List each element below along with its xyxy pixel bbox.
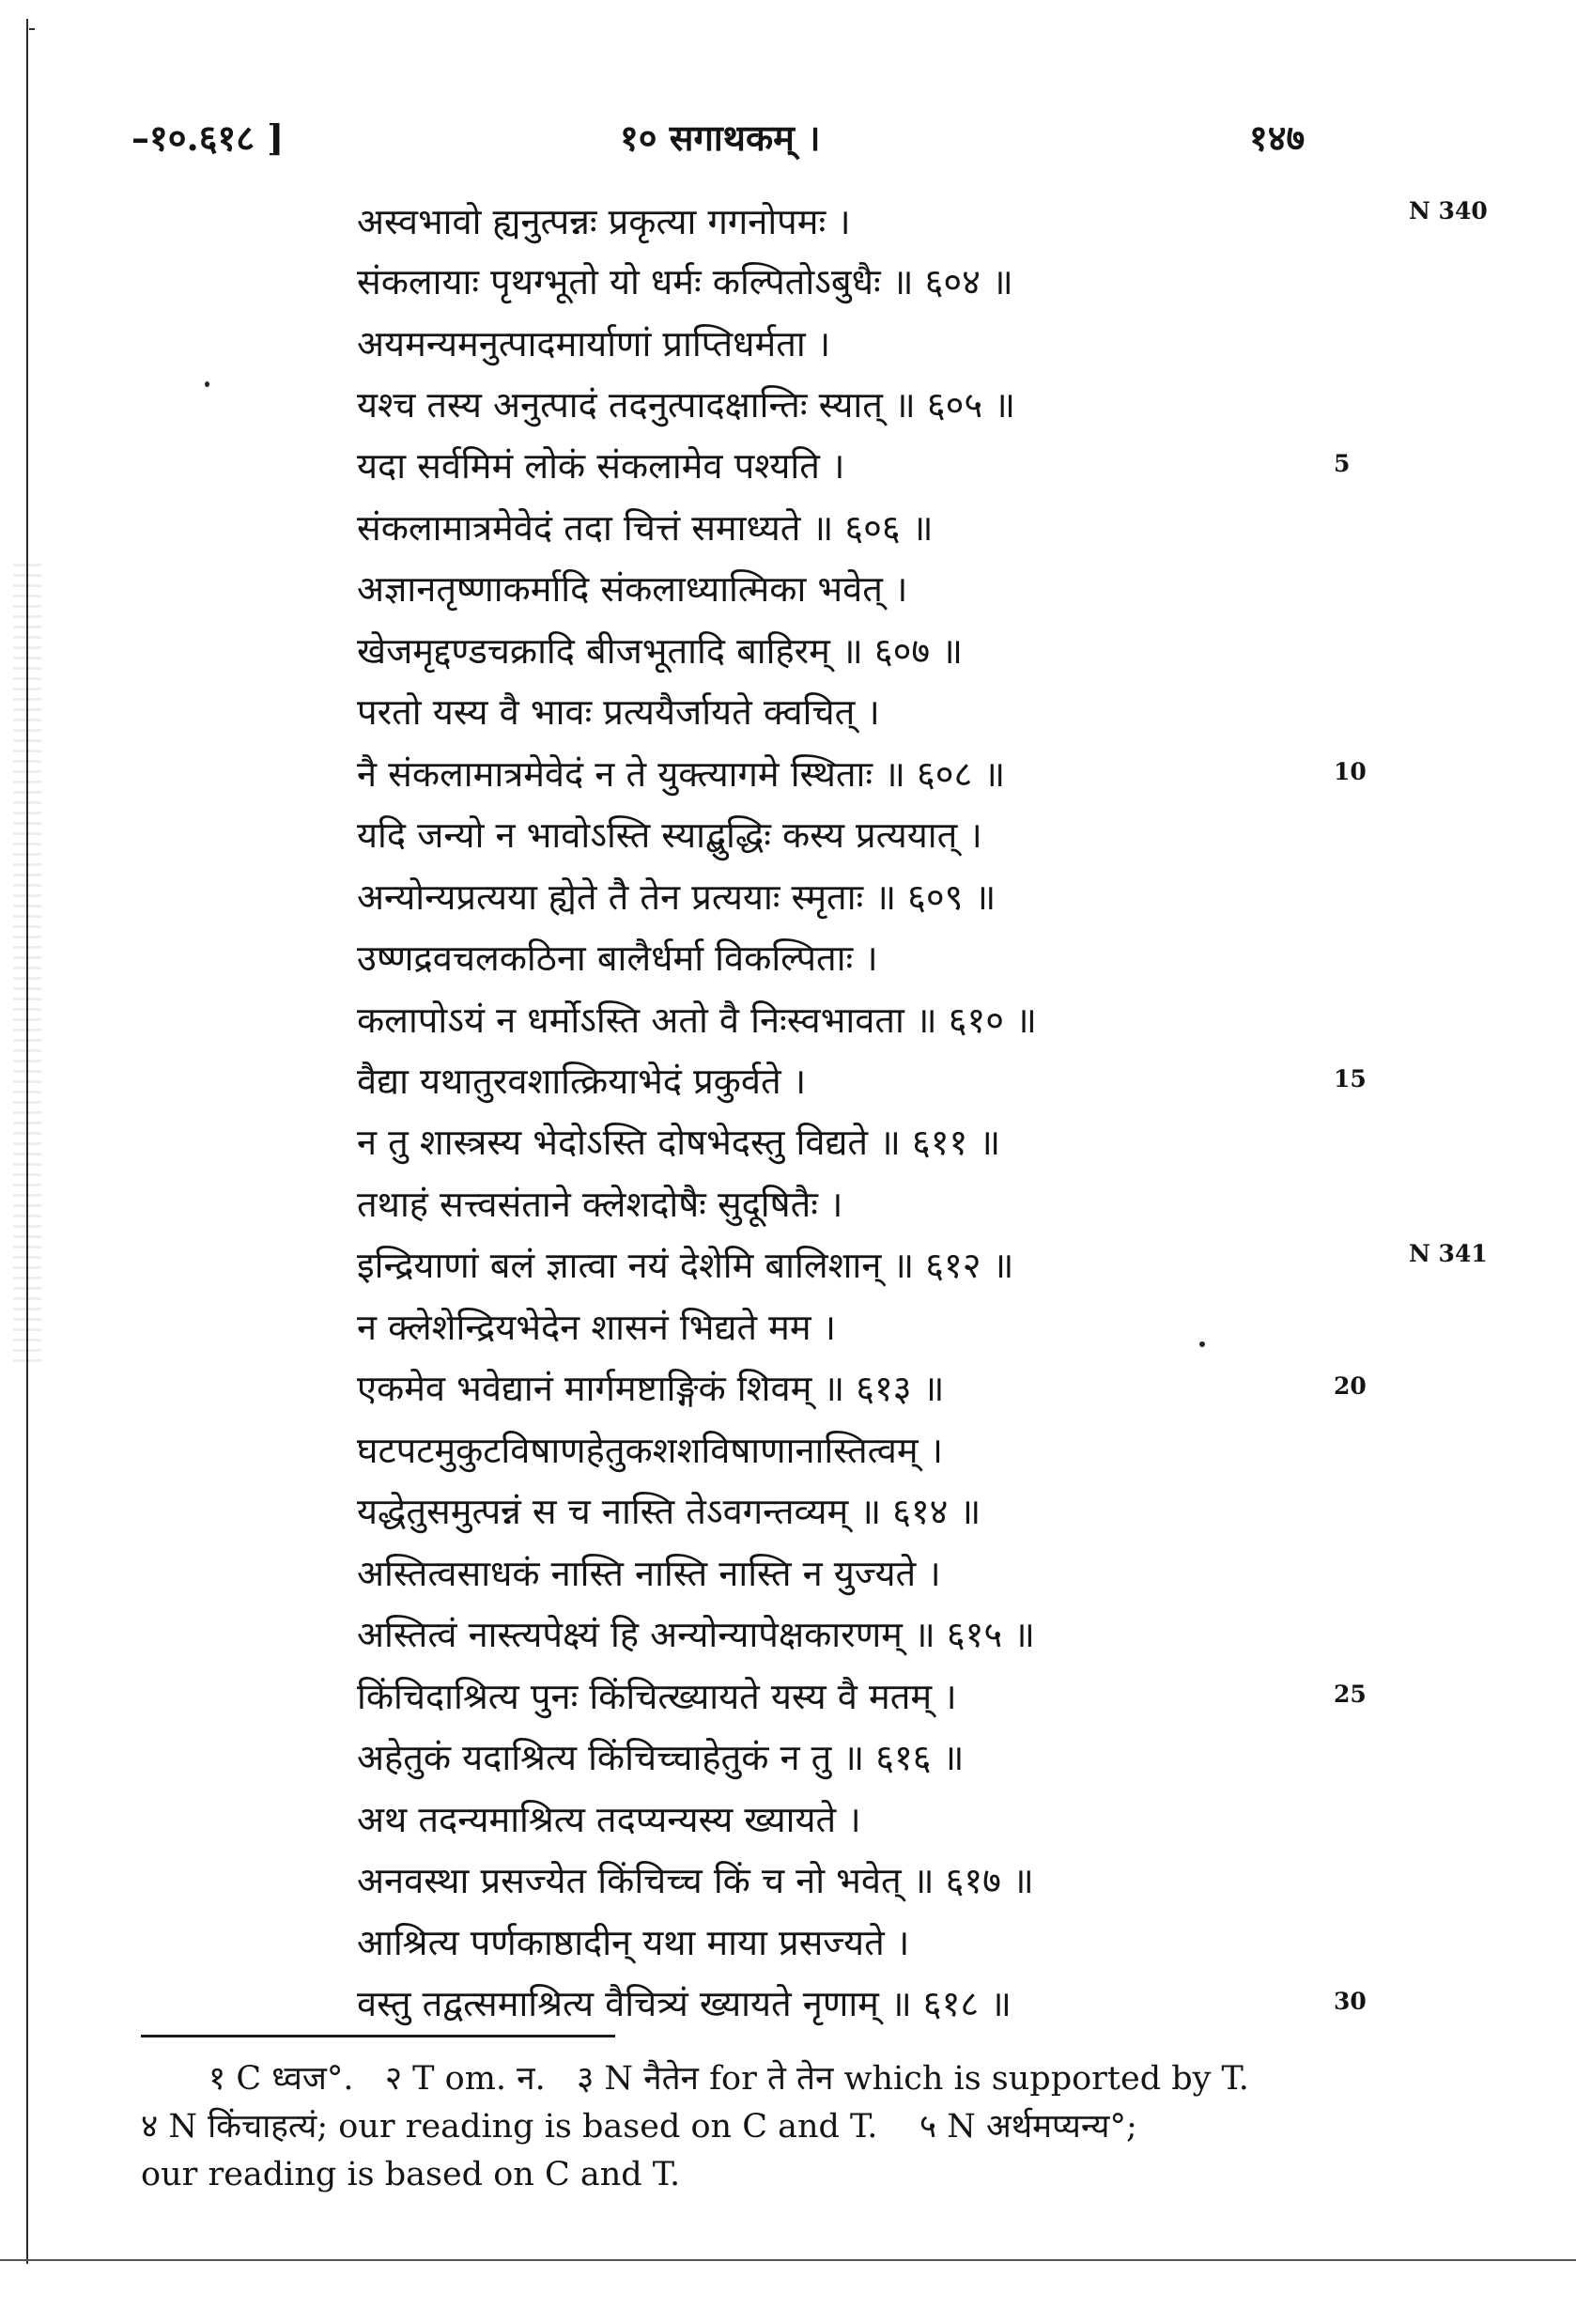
verse-line: अस्तित्वसाधकं नास्ति नास्ति नास्ति न युज्यते । [357, 1553, 941, 1594]
verse-line: अस्वभावो ह्यनुत्पन्नः प्रकृत्या गगनोपमः । [357, 201, 851, 242]
margin-ref: N 341 [1409, 1240, 1488, 1267]
scan-dot [205, 381, 209, 387]
verse-line: अहेतुकं यदाश्रित्य किंचिच्चाहेतुकं न तु ॥ ६१६ ॥ [357, 1737, 965, 1778]
scan-left-speckle [13, 564, 41, 1362]
verse-line: न तु शास्त्रस्य भेदोऽस्ति दोषभेदस्तु विद्यते ॥ ६११ ॥ [357, 1122, 1001, 1163]
verse-line: यद्धेतुसमुत्पन्नं स च नास्ति तेऽवगन्तव्यम् ॥ ६१४ ॥ [357, 1491, 981, 1532]
verse-line: अनवस्था प्रसज्येत किंचिच्च किं च नो भवेत् ॥ ६१७ ॥ [357, 1860, 1034, 1901]
header-page-number: १४७ [1249, 116, 1306, 159]
footnote-line-3: our reading is based on C and T. [141, 2156, 681, 2193]
verse-line: खेजमृद्दण्डचक्रादि बीजभूतादि बाहिरम् ॥ ६०७ ॥ [357, 630, 963, 672]
verse-line: संकलामात्रमेवेदं तदा चित्तं समाध्यते ॥ ६०६ ॥ [357, 507, 934, 549]
line-number: 25 [1334, 1681, 1367, 1708]
scan-dot [1199, 1341, 1205, 1347]
verse-line: तथाहं सत्त्वसंताने क्लेशदोषैः सुदूषितैः । [357, 1184, 843, 1225]
verse-line: न क्लेशेन्द्रियभेदेन शासनं भिद्यते मम । [357, 1307, 837, 1348]
line-number: 20 [1334, 1372, 1367, 1400]
verse-line: संकलायाः पृथग्भूतो यो धर्मः कल्पितोऽबुधैः ॥ ६०४ ॥ [357, 261, 1013, 302]
footnote-3: ३ N नैतेन for ते तेन which is supported by T. [577, 2060, 1249, 2098]
header-section-ref: –१०.६१८ ] [131, 116, 285, 159]
footnote-5: ५ N अर्थमप्यन्य°; [919, 2108, 1137, 2146]
verse-line: अस्तित्वं नास्त्यपेक्ष्यं हि अन्योन्यापेक्षकारणम् ॥ ६१५ ॥ [357, 1614, 1035, 1655]
verse-line: यश्च तस्य अनुत्पादं तदनुत्पादक्षान्तिः स्यात् ॥ ६०५ ॥ [357, 384, 1015, 426]
footnote-line-2 [141, 2108, 1137, 2146]
verse-line: उष्णद्रवचलकठिना बालैर्धर्मा विकल्पिताः । [357, 937, 878, 979]
verse-line: यदि जन्यो न भावोऽस्ति स्याद्बुद्धिः कस्य प्रत्ययात् । [357, 814, 982, 856]
scan-left-mark [29, 28, 35, 36]
verse-line: अयमन्यमनुत्पादमार्याणां प्राप्तिधर्मता । [357, 323, 831, 364]
verse-line: इन्द्रियाणां बलं ज्ञात्वा नयं देशेमि बालिशान् ॥ ६१२ ॥ [357, 1245, 1014, 1286]
verse-line: वस्तु तद्वत्समाश्रित्य वैचित्र्यं ख्यायते नृणाम् ॥ ६१८ ॥ [357, 1983, 1012, 2024]
footnote-1: १ C ध्वज°. [209, 2060, 354, 2098]
header-chapter-title: १० सगाथकम् । [620, 116, 821, 159]
footnote-4: ४ N किंचाहत्यं; our reading is based on C and T. [141, 2108, 878, 2146]
footnote-line-1 [209, 2060, 1249, 2098]
verse-line: अन्योन्यप्रत्यया ह्येते तेै तेन प्रत्ययाः स्मृताः ॥ ६०९ ॥ [357, 876, 997, 918]
verse-line: घटपटमुकुटविषाणहेतुकशशविषाणानास्तित्वम् । [357, 1430, 944, 1471]
verse-line: किंचिदाश्रित्य पुनः किंचित्ख्यायते यस्य वै मतम् । [357, 1676, 957, 1717]
margin-ref: N 340 [1409, 197, 1488, 225]
footnote-2: २ T om. न. [384, 2060, 546, 2098]
line-number: 5 [1334, 450, 1351, 477]
verse-line: अथ तदन्यमाश्रित्य तदप्यन्यस्य ख्यायते । [357, 1799, 861, 1840]
verse-line: आश्रित्य पर्णकाष्ठादीन् यथा माया प्रसज्यते । [357, 1922, 910, 1963]
verse-line: परतो यस्य वै भावः प्रत्ययैर्जायते क्वचित् । [357, 691, 880, 733]
line-number: 30 [1334, 1988, 1367, 2015]
scan-bottom-rule [0, 2259, 1576, 2261]
verse-line: अज्ञानतृष्णाकर्मादि संकलाध्यात्मिका भवेत् । [357, 568, 908, 610]
footnote-rule [141, 2035, 615, 2037]
verse-line: नै संकलामात्रमेवेदं न ते युक्त्यागमे स्थिताः ॥ ६०८ ॥ [357, 753, 1006, 795]
verse-line: वैद्या यथातुरवशात्क्रियाभेदं प्रकुर्वते । [357, 1061, 807, 1102]
line-number: 10 [1334, 758, 1367, 785]
verse-line: एकमेव भवेद्यानं मार्गमष्टाङ्गिकं शिवम् ॥ ६१३ ॥ [357, 1368, 945, 1409]
line-number: 15 [1334, 1065, 1367, 1092]
verse-line: कलापोऽयं न धर्मोऽस्ति अतो वै निःस्वभावता ॥ ६१० ॥ [357, 999, 1037, 1041]
verse-line: यदा सर्वमिमं लोकं संकलामेव पश्यति । [357, 445, 845, 487]
